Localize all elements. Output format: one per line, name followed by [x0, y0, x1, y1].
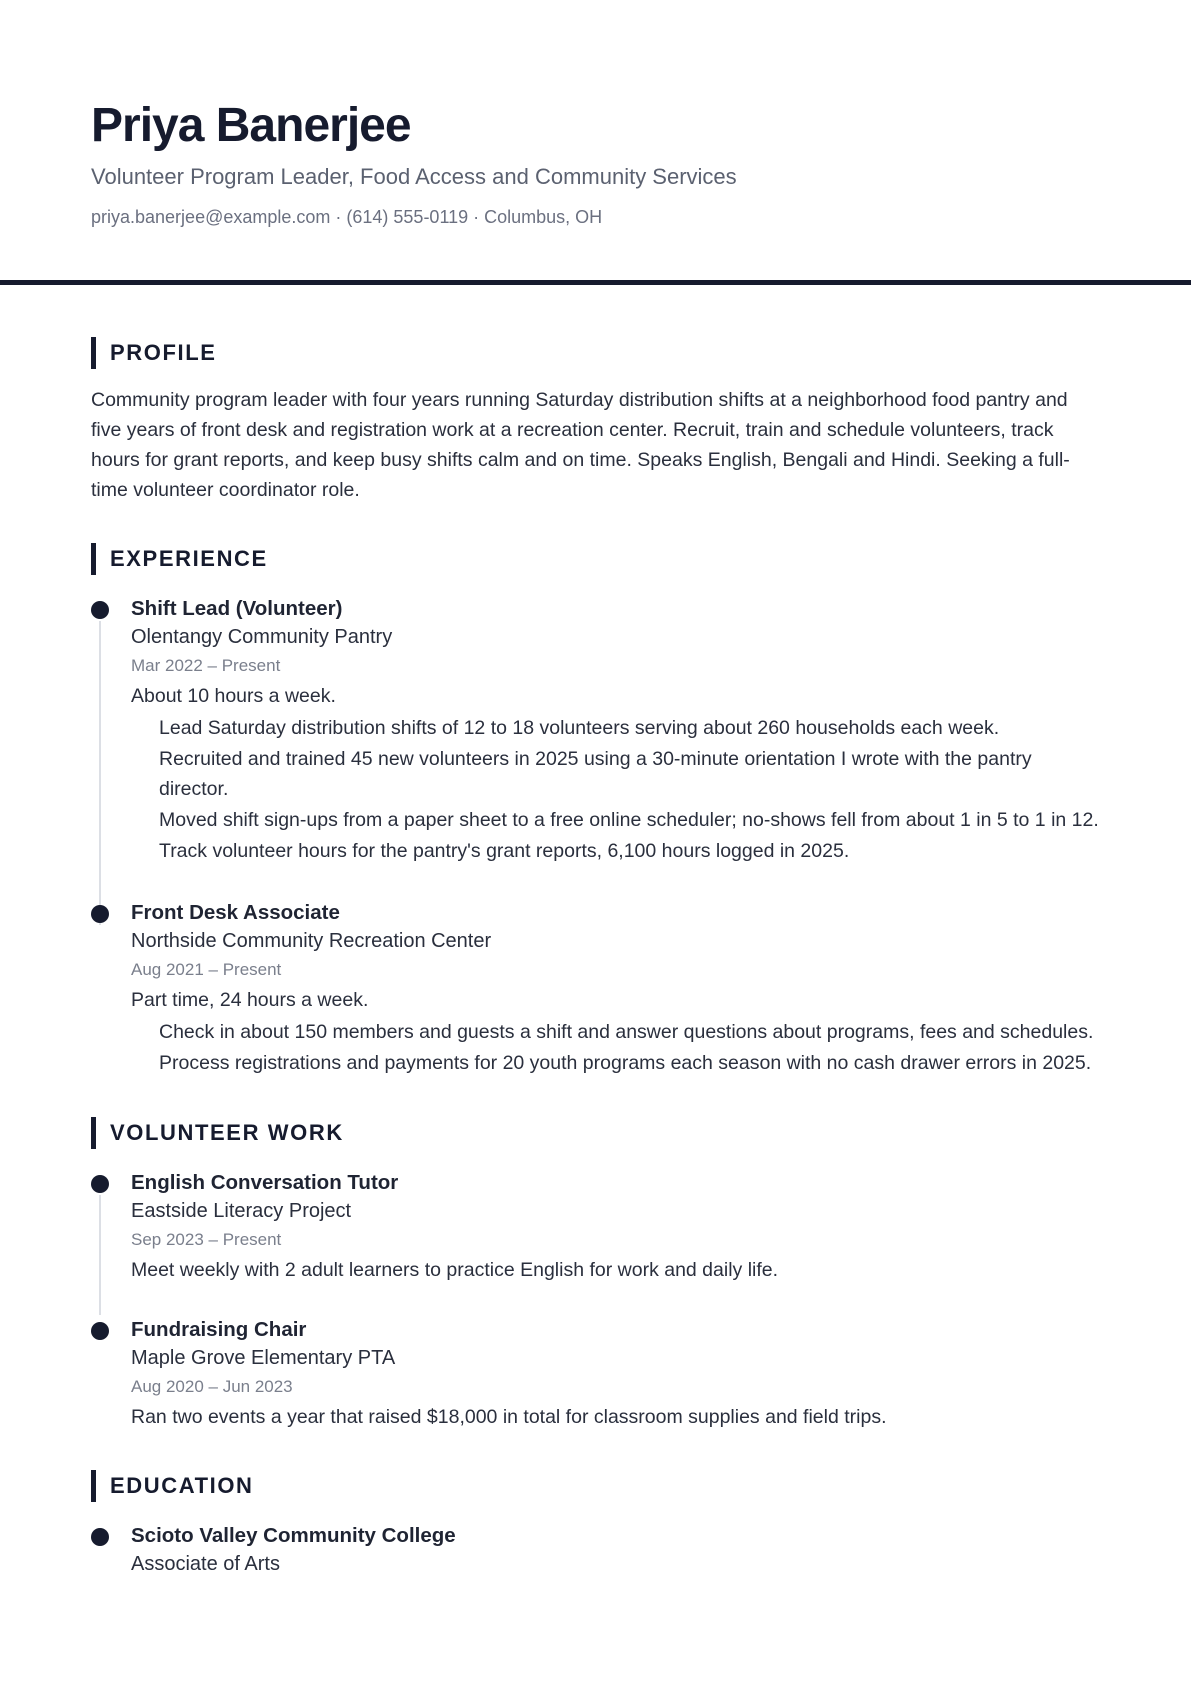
- bullet-item: Moved shift sign-ups from a paper sheet to a free online scheduler; no-shows fell from about 1 in 5 to 1 in 12.: [159, 809, 1099, 831]
- entry-org: Maple Grove Elementary PTA: [131, 1347, 396, 1369]
- entry-dates: Sep 2023 – Present: [131, 1230, 282, 1249]
- timeline-line: [99, 621, 101, 925]
- entry-dates: Aug 2021 – Present: [131, 960, 282, 979]
- entry-role: Fundraising Chair: [131, 1318, 307, 1341]
- bullet-item: Track volunteer hours for the pantry's grant reports, 6,100 hours logged in 2025.: [159, 840, 850, 862]
- entry-bullets: [131, 1017, 1100, 1078]
- timeline-dot-icon: [91, 905, 109, 923]
- entry-role: Shift Lead (Volunteer): [131, 597, 343, 620]
- entry-org: Northside Community Recreation Center: [131, 930, 492, 952]
- volunteer-entry: [91, 1169, 1100, 1285]
- bullet-item: Recruited and trained 45 new volunteers in 2025 using a 30-minute orientation I wrote with the pantry director.: [159, 748, 1032, 800]
- bullet-item: Lead Saturday distribution shifts of 12 to 18 volunteers serving about 260 households each week.: [159, 717, 1000, 739]
- entry-summary: Meet weekly with 2 adult learners to practice English for work and daily life.: [131, 1259, 779, 1281]
- entry-summary: About 10 hours a week.: [131, 685, 336, 707]
- entry-dates: Aug 2020 – Jun 2023: [131, 1377, 293, 1396]
- resume-body: [0, 285, 1191, 1578]
- section-title-profile: PROFILE: [91, 337, 1100, 369]
- timeline-dot-icon: [91, 1175, 109, 1193]
- experience-entry: [91, 899, 1100, 1078]
- section-title-experience: EXPERIENCE: [91, 543, 1100, 575]
- entry-org: Eastside Literacy Project: [131, 1200, 352, 1222]
- resume-header: [0, 0, 1191, 285]
- section-title-education: EDUCATION: [91, 1470, 1100, 1502]
- entry-degree: Associate of Arts: [131, 1553, 280, 1575]
- timeline-line: [99, 1195, 101, 1315]
- bullet-item: Check in about 150 members and guests a shift and answer questions about programs, fees and schedules.: [159, 1021, 1094, 1043]
- timeline-dot-icon: [91, 1528, 109, 1546]
- entry-bullets: [131, 713, 1100, 866]
- bullet-item: Process registrations and payments for 20 youth programs each season with no cash drawer errors in 2025.: [159, 1052, 1092, 1074]
- contact-line: priya.banerjee@example.com · (614) 555-0119 · Columbus, OH: [91, 207, 603, 227]
- entry-dates: Mar 2022 – Present: [131, 656, 281, 675]
- education-entry: [91, 1522, 1100, 1578]
- volunteer-entry: [91, 1316, 1100, 1432]
- profile-text: Community program leader with four years running Saturday distribution shifts at a neighborhood food pantry and five years of front desk and registration work at a recreation center. Recruit, train and schedule volunteers, track hours for grant reports, and keep busy shifts calm and on time. Speaks English, Bengali and Hindi. Seeking a full-time volunteer coordinator role.: [91, 389, 1070, 501]
- entry-school: Scioto Valley Community College: [131, 1524, 456, 1547]
- entry-role: Front Desk Associate: [131, 901, 340, 924]
- entry-org: Olentangy Community Pantry: [131, 626, 393, 648]
- timeline-dot-icon: [91, 601, 109, 619]
- candidate-name: Priya Banerjee: [91, 99, 411, 152]
- experience-entry: [91, 595, 1100, 866]
- entry-role: English Conversation Tutor: [131, 1171, 399, 1194]
- entry-summary: Part time, 24 hours a week.: [131, 989, 369, 1011]
- candidate-headline: Volunteer Program Leader, Food Access and Community Services: [91, 164, 737, 189]
- timeline-dot-icon: [91, 1322, 109, 1340]
- entry-summary: Ran two events a year that raised $18,000 in total for classroom supplies and field trips.: [131, 1406, 887, 1428]
- section-title-volunteer: VOLUNTEER WORK: [91, 1117, 1100, 1149]
